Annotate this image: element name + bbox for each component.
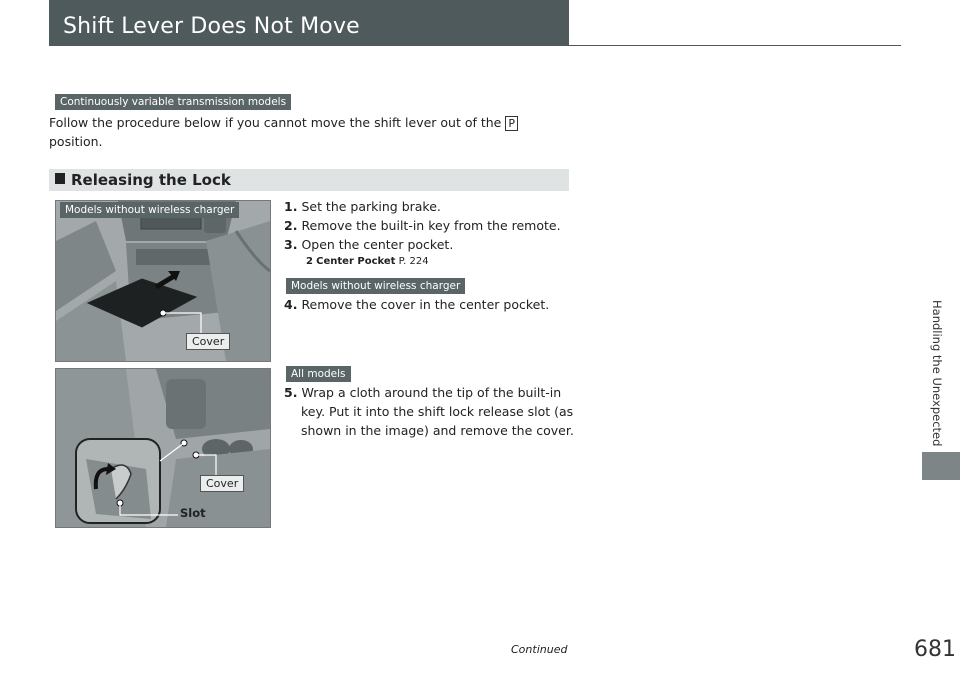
shift-lock-drawing [56, 369, 270, 527]
step-3-number: 3. [284, 237, 298, 252]
intro-text: Follow the procedure below if you cannot move the shift lever out of the [49, 115, 502, 130]
side-tab-marker [922, 452, 960, 480]
step-4-text: Remove the cover in the center pocket. [301, 297, 550, 312]
step-4 [284, 295, 549, 314]
step-3 [284, 235, 453, 254]
section-title: Releasing the Lock [71, 171, 231, 189]
center-pocket-illustration [55, 200, 271, 362]
cvt-models-tag: Continuously variable transmission models [55, 94, 291, 110]
cover-callout-2: Cover [200, 475, 244, 492]
step-5-line-2: key. Put it into the shift lock release slot (as [301, 404, 574, 419]
step-5-number: 5. [284, 385, 298, 400]
cover-callout-1: Cover [186, 333, 230, 350]
slot-callout: Slot [180, 506, 206, 520]
step-5 [284, 383, 561, 402]
center-pocket-drawing [56, 201, 270, 361]
step-5-line-1: Wrap a cloth around the tip of the built-in [301, 385, 562, 400]
step-1 [284, 197, 441, 216]
step-5-line-3: shown in the image) and remove the cover. [301, 423, 574, 438]
step-2-number: 2. [284, 218, 298, 233]
center-pocket-reference[interactable] [306, 256, 429, 267]
title-rule [569, 45, 901, 46]
step-4-number: 4. [284, 297, 298, 312]
all-models-tag: All models [286, 366, 351, 382]
step-1-text: Set the parking brake. [301, 199, 441, 214]
reference-page: P. 224 [398, 256, 429, 267]
page-title: Shift Lever Does Not Move [63, 14, 360, 39]
section-marker-icon [55, 173, 65, 184]
page-number: 681 [914, 637, 956, 662]
models-without-charger-tag: Models without wireless charger [286, 278, 465, 294]
shift-lock-illustration [55, 368, 271, 528]
intro-paragraph [49, 113, 549, 151]
step-1-number: 1. [284, 199, 298, 214]
intro-tail: position. [49, 134, 103, 149]
step-2 [284, 216, 561, 235]
side-section-label: Handling the Unexpected [930, 300, 944, 447]
reference-arrow-icon: 2 [306, 256, 313, 267]
continued-label: Continued [511, 643, 568, 656]
park-key-symbol: P [505, 116, 518, 131]
reference-label: Center Pocket [316, 256, 396, 267]
step-3-text: Open the center pocket. [301, 237, 454, 252]
step-2-text: Remove the built-in key from the remote. [301, 218, 561, 233]
image1-models-tag: Models without wireless charger [60, 202, 239, 218]
